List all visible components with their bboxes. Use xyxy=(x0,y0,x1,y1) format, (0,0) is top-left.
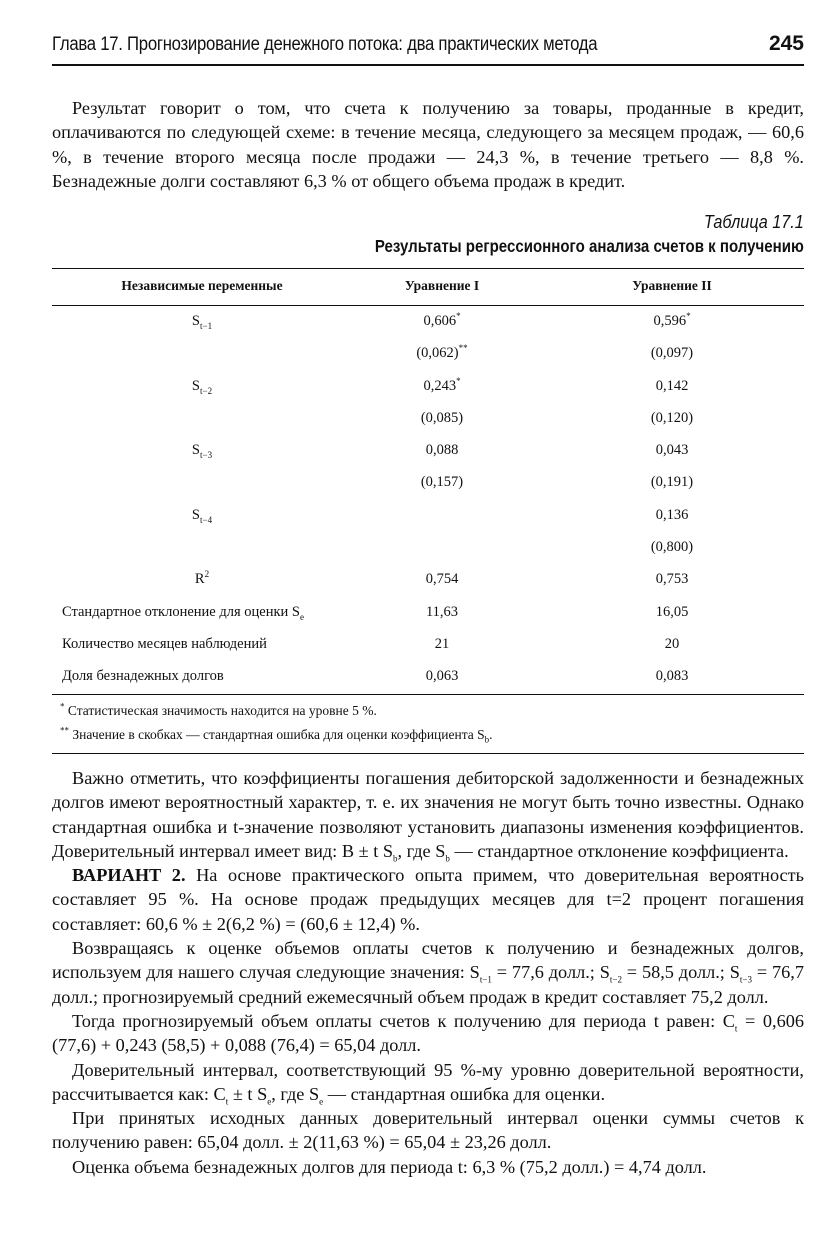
paragraph-variant-2: ВАРИАНТ 2. На основе практического опыта примем, что доверительная вероятность составляет 95 %. На основе продаж предыдущих месяцев для t=2 процент погашения составляет: 60,6 % ± 2(6,2 %) = (60,6 ± 12,4) %. xyxy=(52,865,804,934)
table-row xyxy=(52,403,804,435)
table-row xyxy=(52,338,804,370)
table-body xyxy=(52,306,804,694)
table-row xyxy=(52,306,804,338)
eq2-cell: 0,083 xyxy=(655,668,689,685)
body-text xyxy=(52,766,804,1179)
eq1-cell: (0,157) xyxy=(420,474,464,491)
variable-cell: $S_{t-1}$ xyxy=(191,313,213,331)
table-caption xyxy=(305,212,804,257)
eq2-cell: (0,097) xyxy=(650,345,694,362)
table-row xyxy=(52,435,804,467)
eq2-cell: 0,043 xyxy=(655,442,689,459)
table-row xyxy=(52,532,804,564)
table-row xyxy=(52,500,804,532)
table-row xyxy=(52,661,804,693)
variant-label: ВАРИАНТ 2. xyxy=(72,865,186,886)
variable-cell: $S_{t-3}$ xyxy=(191,442,213,461)
regression-table xyxy=(52,268,804,754)
eq1-cell: 0,088 xyxy=(425,442,459,459)
header-equation-1: Уравнение I xyxy=(404,278,480,293)
eq2-cell: 0,142 xyxy=(655,377,689,394)
paragraph-forecast: Тогда прогнозируемый объем оплаты счетов к получению для периода t равен: $C_t = 0,606$ (77,6) + 0,243 (58,5) + 0,088 (76,4) = 65,04 долл. xyxy=(52,1010,804,1056)
table-header xyxy=(52,268,804,306)
eq2-cell: (0,800) xyxy=(650,539,694,556)
page-number: 245 xyxy=(768,32,804,55)
running-header xyxy=(52,30,804,66)
eq1-cell: (0,062)** xyxy=(416,343,468,362)
paragraph-values: Возвращаясь к оценке объемов оплаты счетов к получению и безнадежных долгов, используем для нашего случая следующие значения: $S_{t-1} = 77,6$ долл.; $S_{t-2} = 58,5$ долл.; $S_{t-3} = 76,7$ долл.; прогнозируемый средний ежемесячный объем продаж в кредит составляет 75,2 долл. xyxy=(52,938,804,1007)
header-variables: Независимые переменные xyxy=(121,278,283,293)
eq1-cell: 0,754 xyxy=(425,571,459,588)
table-title: Результаты регрессионного анализа счетов к получению xyxy=(375,236,804,256)
table-row xyxy=(52,467,804,499)
paragraph-interval: Доверительный интервал, соответствующий 95 %-му уровню доверительной вероятности, рассчитывается как: $C_t \pm t$ $S_e$, где $S_e$ — стандартная ошибка для оценки. xyxy=(52,1059,804,1107)
eq2-cell: 20 xyxy=(664,635,680,652)
variable-cell: $S_{t-2}$ xyxy=(191,377,213,396)
chapter-title: Глава 17. Прогнозирование денежного потока: два практических метода xyxy=(52,34,598,55)
table-row xyxy=(52,371,804,403)
paragraph-interval-result: При принятых исходных данных доверительный интервал оценки суммы счетов к получению равен: 65,04 долл. ± 2(11,63 %) = 65,04 ± 23,26 долл. xyxy=(52,1108,804,1153)
eq1-cell: 21 xyxy=(434,635,450,652)
variable-cell: $R^2$ xyxy=(194,569,210,588)
table-row xyxy=(52,564,804,596)
paragraph-confidence: Важно отметить, что коэффициенты погашения дебиторской задолженности и безнадежных долгов имеют вероятностный характер, т. е. их значения не могут быть точно известны. Однако стандартная ошибка и t-значение позволяют установить диапазоны изменения коэффициентов. Доверительный интервал имеет вид: B ± t $S_b$, где $S_b$ — стандартное отклонение коэффициента. xyxy=(52,768,804,864)
footnote-std-error: ** Значение в скобках — стандартная ошибка для оценки коэффициента $S_b$. xyxy=(60,725,493,745)
eq1-cell: 0,243* xyxy=(423,375,461,394)
footnote-significance: * Статистическая значимость находится на уровне 5 %. xyxy=(60,701,377,718)
eq2-cell: 0,136 xyxy=(655,506,689,523)
header-equation-2: Уравнение II xyxy=(632,278,712,293)
table-number: Таблица 17.1 xyxy=(704,212,804,232)
stat-label: Доля безнадежных долгов xyxy=(62,668,224,685)
eq1-cell: 0,606* xyxy=(423,311,461,329)
eq1-cell: 0,063 xyxy=(425,668,459,685)
table-row xyxy=(52,629,804,661)
variable-cell: $S_{t-4}$ xyxy=(191,506,213,525)
stat-label: Стандартное отклонение для оценки $S_e$ xyxy=(62,603,304,622)
paragraph-bad-debts: Оценка объема безнадежных долгов для периода t: 6,3 % (75,2 долл.) = 4,74 долл. xyxy=(72,1156,707,1177)
stat-label: Количество месяцев наблюдений xyxy=(62,635,267,652)
table-footnotes xyxy=(52,694,804,754)
eq2-cell: 16,05 xyxy=(655,603,689,620)
eq2-cell: 0,596* xyxy=(653,311,691,329)
eq1-cell: 11,63 xyxy=(425,603,459,620)
table-row xyxy=(52,597,804,629)
eq2-cell: 0,753 xyxy=(655,571,689,588)
intro-paragraph: Результат говорит о том, что счета к получению за товары, проданные в кредит, оплачиваются по следующей схеме: в течение месяца, следующего за месяцем продаж, — 60,6 %, в течение второго месяца после продажи — 24,3 %, в течение третьего — 8,8 %. Безнадежные долги составляют 6,3 % от общего объема продаж в кредит. xyxy=(52,98,804,191)
eq2-cell: (0,191) xyxy=(650,474,694,491)
eq2-cell: (0,120) xyxy=(650,409,694,426)
eq1-cell: (0,085) xyxy=(420,409,464,426)
